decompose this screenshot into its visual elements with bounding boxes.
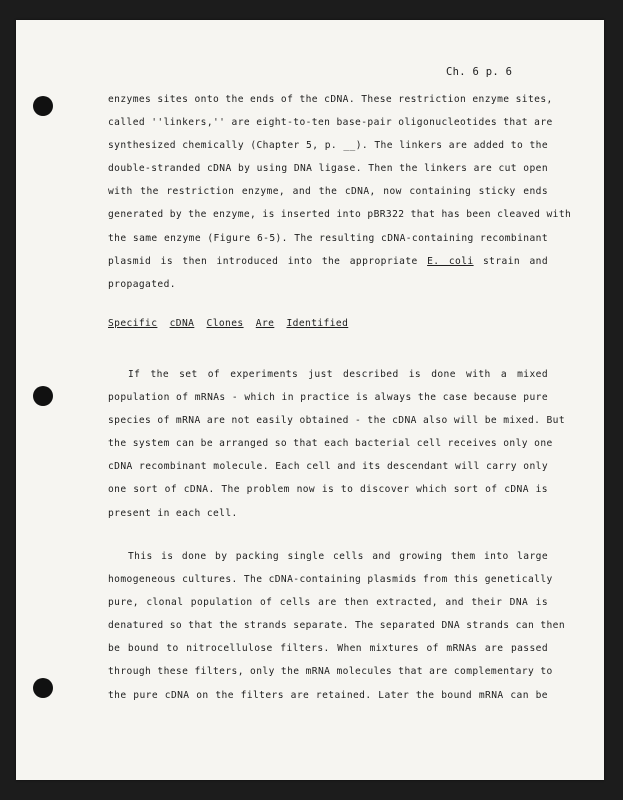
text-line: homogeneous cultures. The cDNA-containing plasmids from this genetically xyxy=(108,574,553,586)
text-line: through these filters, only the mRNA molecules that are complementary to xyxy=(108,666,553,678)
text-segment: strain and xyxy=(473,255,549,267)
text-line: the pure cDNA on the filters are retained. Later the bound mRNA can be xyxy=(108,689,548,701)
heading-word: Identified xyxy=(286,318,349,329)
text-line: propagated. xyxy=(108,278,176,290)
heading-word: Are xyxy=(255,318,275,329)
text-line: present in each cell. xyxy=(108,507,238,519)
paragraph-3 xyxy=(108,545,566,707)
paragraph-2 xyxy=(108,363,566,525)
heading-word: cDNA xyxy=(169,318,195,329)
punch-hole xyxy=(33,386,53,406)
text-line: with the restriction enzyme, and the cDNA, now containing sticky ends xyxy=(108,186,548,198)
text-line: If the set of experiments just described is done with a mixed xyxy=(128,369,548,380)
text-line: pure, clonal population of cells are then extracted, and their DNA is xyxy=(108,597,548,609)
text-line: called ''linkers,'' are eight-to-ten base-pair oligonucleotides that are xyxy=(108,117,553,129)
species-name: E. coli xyxy=(427,255,474,267)
heading-word: Clones xyxy=(206,318,244,329)
paragraph-1 xyxy=(108,88,572,296)
punch-hole xyxy=(33,678,53,698)
text-line: denatured so that the strands separate. The separated DNA strands can then xyxy=(108,620,566,632)
text-segment: plasmid is then introduced into the appropriate xyxy=(108,255,428,267)
page-number-header: Ch. 6 p. 6 xyxy=(446,66,513,78)
text-line: enzymes sites onto the ends of the cDNA. These restriction enzyme sites, xyxy=(108,94,553,105)
heading-word: Specific xyxy=(108,318,158,329)
text-line: generated by the enzyme, is inserted into pBR322 that has been cleaved with xyxy=(108,209,572,221)
text-line: cDNA recombinant molecule. Each cell and its descendant will carry only xyxy=(108,461,548,473)
document-page xyxy=(16,20,604,780)
punch-hole xyxy=(33,96,53,116)
text-line: the same enzyme (Figure 6-5). The resulting cDNA-containing recombinant xyxy=(108,232,548,244)
text-line: double-stranded cDNA by using DNA ligase. Then the linkers are cut open xyxy=(108,163,548,175)
text-line: the system can be arranged so that each bacterial cell receives only one xyxy=(108,438,553,450)
text-line: one sort of cDNA. The problem now is to discover which sort of cDNA is xyxy=(108,484,548,496)
text-line: population of mRNAs - which in practice is always the case because pure xyxy=(108,392,548,404)
text-line: This is done by packing single cells and growing them into large xyxy=(128,551,548,562)
section-heading xyxy=(108,318,354,329)
text-line: synthesized chemically (Chapter 5, p. __). The linkers are added to the xyxy=(108,140,548,152)
text-line: species of mRNA are not easily obtained - the cDNA also will be mixed. But xyxy=(108,415,566,427)
text-line xyxy=(108,250,548,273)
text-line: be bound to nitrocellulose filters. When mixtures of mRNAs are passed xyxy=(108,643,548,655)
